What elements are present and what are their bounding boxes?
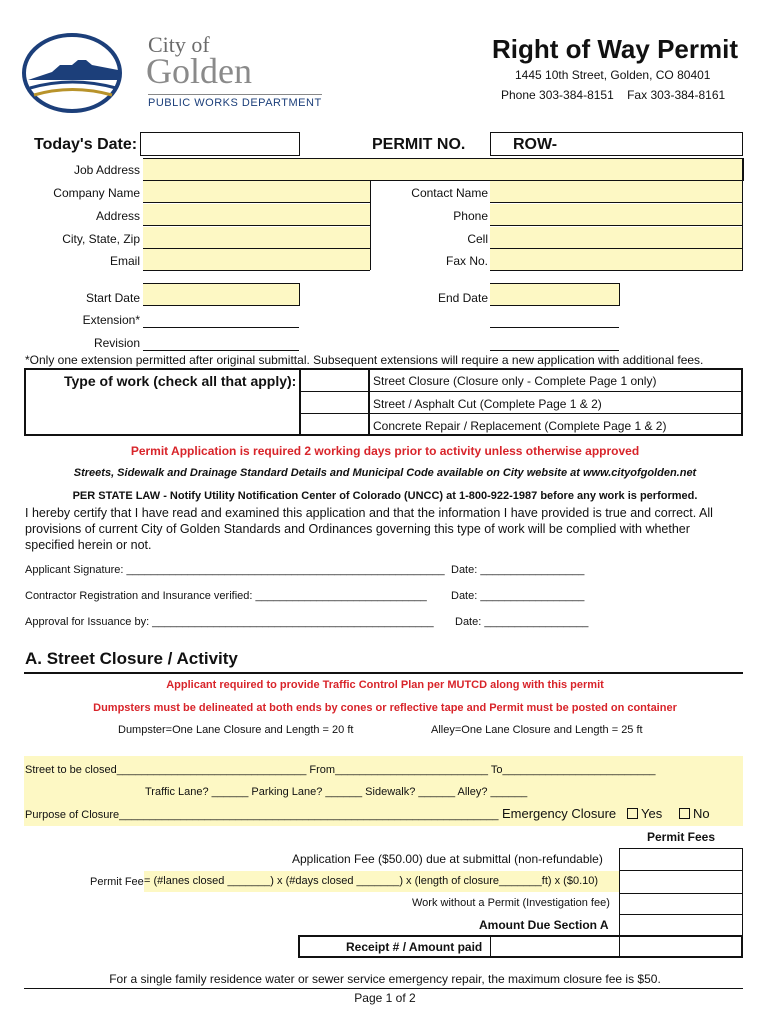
address-field[interactable] bbox=[143, 204, 370, 226]
permit-fees-header: Permit Fees bbox=[646, 830, 716, 844]
website-notice: Streets, Sidewalk and Drainage Standard Details and Municipal Code available on City website at www.cityofgolden.net bbox=[73, 467, 697, 479]
work-option-concrete: Concrete Repair / Replacement (Complete Page 1 & 2) bbox=[373, 419, 667, 433]
extension-label: Extension* bbox=[82, 313, 140, 327]
email-label: Email bbox=[109, 254, 140, 268]
header-address: 1445 10th Street, Golden, CO 80401 bbox=[515, 68, 711, 82]
todays-date-label: Today's Date: bbox=[34, 136, 138, 153]
emergency-closure-label: Emergency Closure bbox=[502, 806, 617, 821]
extension-note: *Only one extension permitted after original submittal. Subsequent extensions will require a new application with additional fees. bbox=[25, 353, 704, 367]
cell-label: Cell bbox=[467, 232, 488, 246]
footer-note: For a single family residence water or sewer service emergency repair, the maximum closure fee is $50. bbox=[109, 972, 661, 986]
revision-start-field[interactable] bbox=[143, 329, 299, 351]
applicant-date[interactable]: Date: _________________ bbox=[451, 564, 585, 576]
application-fee-label: Application Fee ($50.00) due at submittal (non-refundable) bbox=[292, 852, 603, 866]
address-label: Address bbox=[95, 209, 140, 223]
work-grid-right bbox=[368, 370, 370, 434]
extension-end-field[interactable] bbox=[490, 306, 619, 328]
revision-label: Revision bbox=[93, 336, 140, 350]
permit-no-field[interactable] bbox=[490, 132, 743, 156]
phone-label: Phone bbox=[453, 209, 488, 223]
state-law-notice: PER STATE LAW - Notify Utility Notification Center of Colorado (UNCC) at 1-800-922-1987 before any work is performed. bbox=[72, 490, 698, 502]
section-a-title: A. Street Closure / Activity bbox=[25, 649, 238, 668]
no-checkbox-icon bbox=[679, 808, 690, 819]
page-number: Page 1 of 2 bbox=[354, 991, 416, 1005]
logo-city-of: City of bbox=[148, 32, 210, 57]
asphalt-cut-checkbox[interactable] bbox=[301, 393, 367, 412]
street-closed-line[interactable]: Street to be closed_______________________________ From_________________________ To_________________________ bbox=[25, 764, 656, 776]
permit-no-label: PERMIT NO. bbox=[372, 136, 466, 153]
contact-grid-right bbox=[742, 158, 743, 270]
dumpster-rule: Dumpster=One Lane Closure and Length = 20 ft bbox=[118, 724, 354, 736]
amount-due-value[interactable] bbox=[620, 915, 742, 934]
job-address-label: Job Address bbox=[73, 163, 140, 177]
contractor-date[interactable]: Date: _________________ bbox=[451, 590, 585, 602]
work-without-permit-label: Work without a Permit (Investigation fee) bbox=[412, 897, 610, 909]
company-name-label: Company Name bbox=[53, 186, 140, 200]
footer-rule bbox=[24, 988, 743, 989]
approval-date[interactable]: Date: _________________ bbox=[455, 616, 589, 628]
emergency-no[interactable] bbox=[679, 806, 710, 821]
contact-name-field[interactable] bbox=[490, 181, 743, 203]
fax-label: Fax No. bbox=[445, 254, 488, 268]
alley-rule: Alley=One Lane Closure and Length = 25 ft bbox=[431, 724, 643, 736]
page-title: Right of Way Permit bbox=[491, 34, 738, 64]
receipt-field[interactable] bbox=[492, 937, 741, 956]
email-field[interactable] bbox=[143, 249, 370, 271]
lane-type-line[interactable]: Traffic Lane? ______ Parking Lane? ______ Sidewalk? ______ Alley? ______ bbox=[145, 786, 528, 798]
type-of-work-label: Type of work (check all that apply): bbox=[64, 373, 297, 389]
approval-issuance[interactable]: Approval for Issuance by: ______________________________________________ bbox=[25, 616, 434, 628]
fax-field[interactable] bbox=[490, 249, 743, 271]
city-seal-icon bbox=[22, 32, 132, 114]
row-prefix: ROW- bbox=[513, 136, 558, 153]
end-date-label: End Date bbox=[437, 291, 488, 305]
permit-fee-label: Permit Fee bbox=[90, 876, 144, 888]
logo-dept: PUBLIC WORKS DEPARTMENT bbox=[148, 94, 322, 109]
amount-due-label: Amount Due Section A bbox=[479, 918, 609, 932]
applicant-signature[interactable]: Applicant Signature: ____________________________________________________ bbox=[25, 564, 445, 576]
todays-date-field[interactable] bbox=[140, 132, 300, 156]
receipt-divider bbox=[490, 935, 491, 958]
start-date-label: Start Date bbox=[85, 291, 140, 305]
application-fee-amount[interactable] bbox=[620, 849, 742, 869]
city-state-zip-field[interactable] bbox=[143, 227, 370, 249]
dumpster-notice: Dumpsters must be delineated at both ends by cones or reflective tape and Permit must be posted on container bbox=[93, 702, 677, 714]
tcp-notice: Applicant required to provide Traffic Control Plan per MUTCD along with this permit bbox=[166, 679, 604, 691]
street-closure-checkbox[interactable] bbox=[301, 371, 367, 390]
contact-name-label: Contact Name bbox=[411, 186, 488, 200]
job-address-field[interactable] bbox=[143, 158, 744, 181]
city-logo bbox=[22, 32, 322, 114]
work-row-divider-1 bbox=[299, 391, 743, 392]
work-row-divider-2 bbox=[299, 413, 743, 414]
revision-end-field[interactable] bbox=[490, 329, 619, 351]
contact-grid-divider bbox=[370, 181, 371, 270]
yes-label: Yes bbox=[641, 806, 663, 821]
work-without-permit-amount[interactable] bbox=[620, 894, 742, 913]
permit-fee-formula[interactable]: = (#lanes closed _______) x (#days closed _______) x (length of closure_______ft) x ($0.10) bbox=[144, 871, 619, 892]
end-date-field[interactable] bbox=[490, 283, 620, 306]
phone-field[interactable] bbox=[490, 204, 743, 226]
start-date-field[interactable] bbox=[143, 283, 300, 306]
city-state-zip-label: City, State, Zip bbox=[62, 232, 140, 246]
concrete-repair-checkbox[interactable] bbox=[301, 415, 367, 434]
purpose-line[interactable]: Purpose of Closure______________________________________________________________ bbox=[25, 809, 499, 821]
receipt-label: Receipt # / Amount paid bbox=[346, 940, 483, 954]
emergency-yes[interactable] bbox=[627, 806, 662, 821]
work-option-asphalt-cut: Street / Asphalt Cut (Complete Page 1 & 2) bbox=[373, 397, 602, 411]
header-phone: Phone 303-384-8151 Fax 303-384-8161 bbox=[501, 88, 726, 102]
logo-golden: Golden bbox=[146, 51, 252, 91]
contractor-verified[interactable]: Contractor Registration and Insurance verified: ____________________________ bbox=[25, 590, 427, 602]
section-a-rule bbox=[24, 672, 743, 674]
cell-field[interactable] bbox=[490, 227, 743, 249]
company-name-field[interactable] bbox=[143, 181, 370, 203]
yes-checkbox-icon bbox=[627, 808, 638, 819]
working-days-notice: Permit Application is required 2 working days prior to activity unless otherwise approved bbox=[130, 444, 640, 458]
permit-fee-amount[interactable] bbox=[620, 871, 742, 892]
certify-statement: I hereby certify that I have read and examined this application and that the information I have provided is true and correct. All provisions of current City of Golden Standards and Ordinances governing this type of work will be complied with whether specified herein or not. bbox=[25, 506, 713, 552]
extension-start-field[interactable] bbox=[143, 306, 299, 328]
no-label: No bbox=[693, 806, 710, 821]
work-option-street-closure: Street Closure (Closure only - Complete Page 1 only) bbox=[373, 374, 657, 388]
